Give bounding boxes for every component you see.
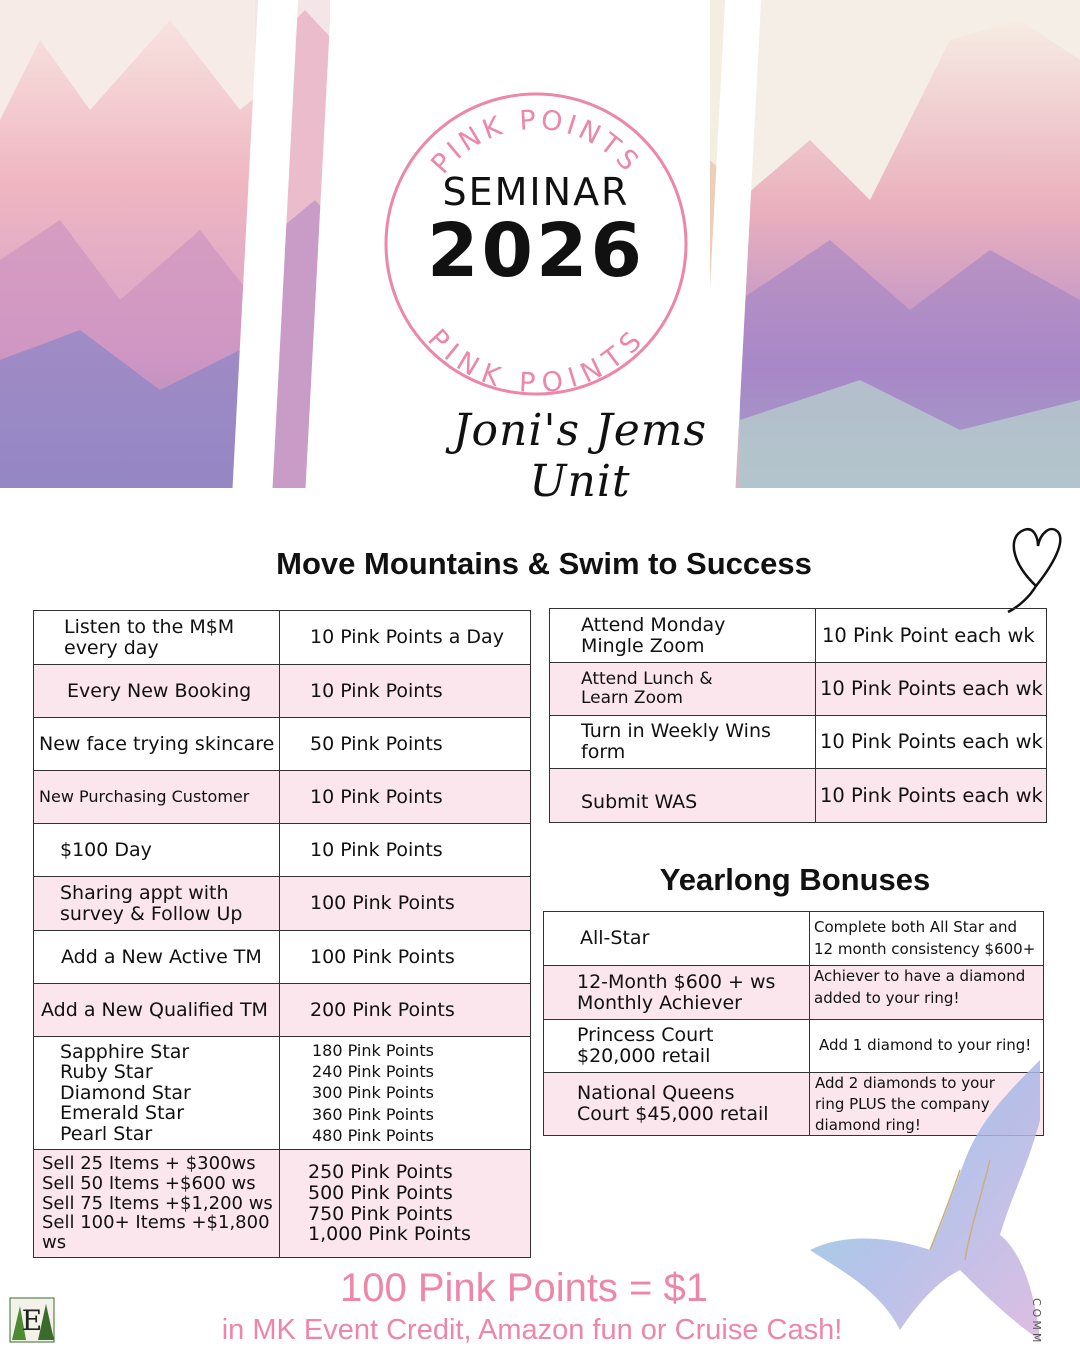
bonus-heading: Yearlong Bonuses xyxy=(659,862,931,897)
task-cell: Sharing appt with survey & Follow Up xyxy=(34,877,280,930)
points-table-left xyxy=(33,610,531,1258)
task-cell: Every New Booking xyxy=(34,665,280,717)
table-row xyxy=(550,609,1046,663)
bonus-reward-cell: Complete both All Star and 12 month consistency $600+ xyxy=(814,917,1036,958)
points-cell: 100 Pink Points xyxy=(310,945,455,968)
points-cell: 250 Pink Points 500 Pink Points 750 Pink Points 1,000 Pink Points xyxy=(308,1161,471,1246)
table-row xyxy=(34,877,530,931)
table-row xyxy=(34,611,530,665)
task-cell: Listen to the M$M every day xyxy=(34,611,280,664)
points-cell: 10 Pink Points xyxy=(310,838,443,861)
points-cell: 100 Pink Points xyxy=(310,892,455,915)
points-cell: 180 Pink Points 240 Pink Points 300 Pink Points 360 Pink Points 480 Pink Points xyxy=(312,1041,434,1145)
table-row xyxy=(550,769,1046,822)
points-cell: 200 Pink Points xyxy=(310,998,455,1021)
side-caption: COMM xyxy=(1030,1298,1043,1346)
points-cell: 10 Pink Points xyxy=(310,679,443,702)
bonus-task-cell: National Queens Court $45,000 retail xyxy=(544,1073,810,1135)
points-conversion: 100 Pink Points = $1 xyxy=(339,1266,709,1310)
brand-logo-letter: E xyxy=(21,1304,43,1337)
task-cell: $100 Day xyxy=(34,824,280,876)
table-row xyxy=(34,984,530,1037)
table-row xyxy=(34,665,530,718)
bonus-task-cell: Princess Court $20,000 retail xyxy=(544,1020,810,1072)
task-cell: Add a New Qualified TM xyxy=(34,984,280,1036)
points-cell: 10 Pink Point each wk xyxy=(822,623,1035,647)
bonus-task-cell: 12-Month $600 + ws Monthly Achiever xyxy=(544,966,810,1019)
table-row xyxy=(544,966,1043,1020)
heart-icon xyxy=(1000,516,1070,616)
task-cell: Attend Lunch & Learn Zoom xyxy=(550,663,816,715)
bonus-task-cell: All-Star xyxy=(544,912,810,965)
task-cell: Add a New Active TM xyxy=(34,931,280,983)
task-cell: Sapphire Star Ruby Star Diamond Star Emerald Star Pearl Star xyxy=(34,1037,280,1149)
task-cell: New face trying skincare xyxy=(34,718,280,770)
points-table-right xyxy=(549,608,1047,823)
seal-top-arc-text: PINK POINTS xyxy=(425,104,647,180)
table-row xyxy=(34,771,530,824)
table-row xyxy=(34,824,530,877)
task-cell: Submit WAS xyxy=(550,769,816,822)
task-cell: Sell 25 Items + $300ws Sell 50 Items +$600 ws Sell 75 Items +$1,200 ws Sell 100+ Items +$1,800 ws xyxy=(34,1150,280,1257)
points-cell: 10 Pink Points xyxy=(310,785,443,808)
bonus-reward-cell: Add 1 diamond to your ring! xyxy=(819,1036,1032,1055)
seal-bottom-arc-text: PINK POINTS xyxy=(421,323,651,400)
points-cell: 10 Pink Points each wk xyxy=(820,730,1043,754)
points-cell: 50 Pink Points xyxy=(310,732,443,755)
mountain-watercolor-right xyxy=(740,0,1080,488)
task-cell: Turn in Weekly Wins form xyxy=(550,716,816,768)
task-cell: New Purchasing Customer xyxy=(34,771,280,823)
table-row xyxy=(34,931,530,984)
table-row xyxy=(550,716,1046,769)
svg-text:PINK POINTS xyxy=(421,324,650,400)
points-cell: 10 Pink Points each wk xyxy=(820,783,1043,807)
main-heading: Move Mountains & Swim to Success xyxy=(276,546,812,581)
table-row xyxy=(34,1037,530,1150)
table-row xyxy=(544,912,1043,966)
bonus-reward-cell: Add 2 diamonds to your ring PLUS the company diamond ring! xyxy=(815,1073,995,1134)
unit-signature: Joni's Jems Unit xyxy=(452,405,708,507)
points-cell: 10 Pink Points a Day xyxy=(310,626,504,649)
points-cell: 10 Pink Points each wk xyxy=(820,677,1043,701)
table-row xyxy=(34,1150,530,1257)
seal-title: SEMINAR xyxy=(442,170,630,214)
bonus-reward-cell: Achiever to have a diamond added to your ring! xyxy=(814,967,1026,1007)
table-row xyxy=(34,718,530,771)
task-cell: Attend Monday Mingle Zoom xyxy=(550,609,816,662)
seal-year: 2026 xyxy=(427,208,645,294)
table-row xyxy=(550,663,1046,716)
redeem-options: in MK Event Credit, Amazon fun or Cruise Cash! xyxy=(221,1314,843,1346)
